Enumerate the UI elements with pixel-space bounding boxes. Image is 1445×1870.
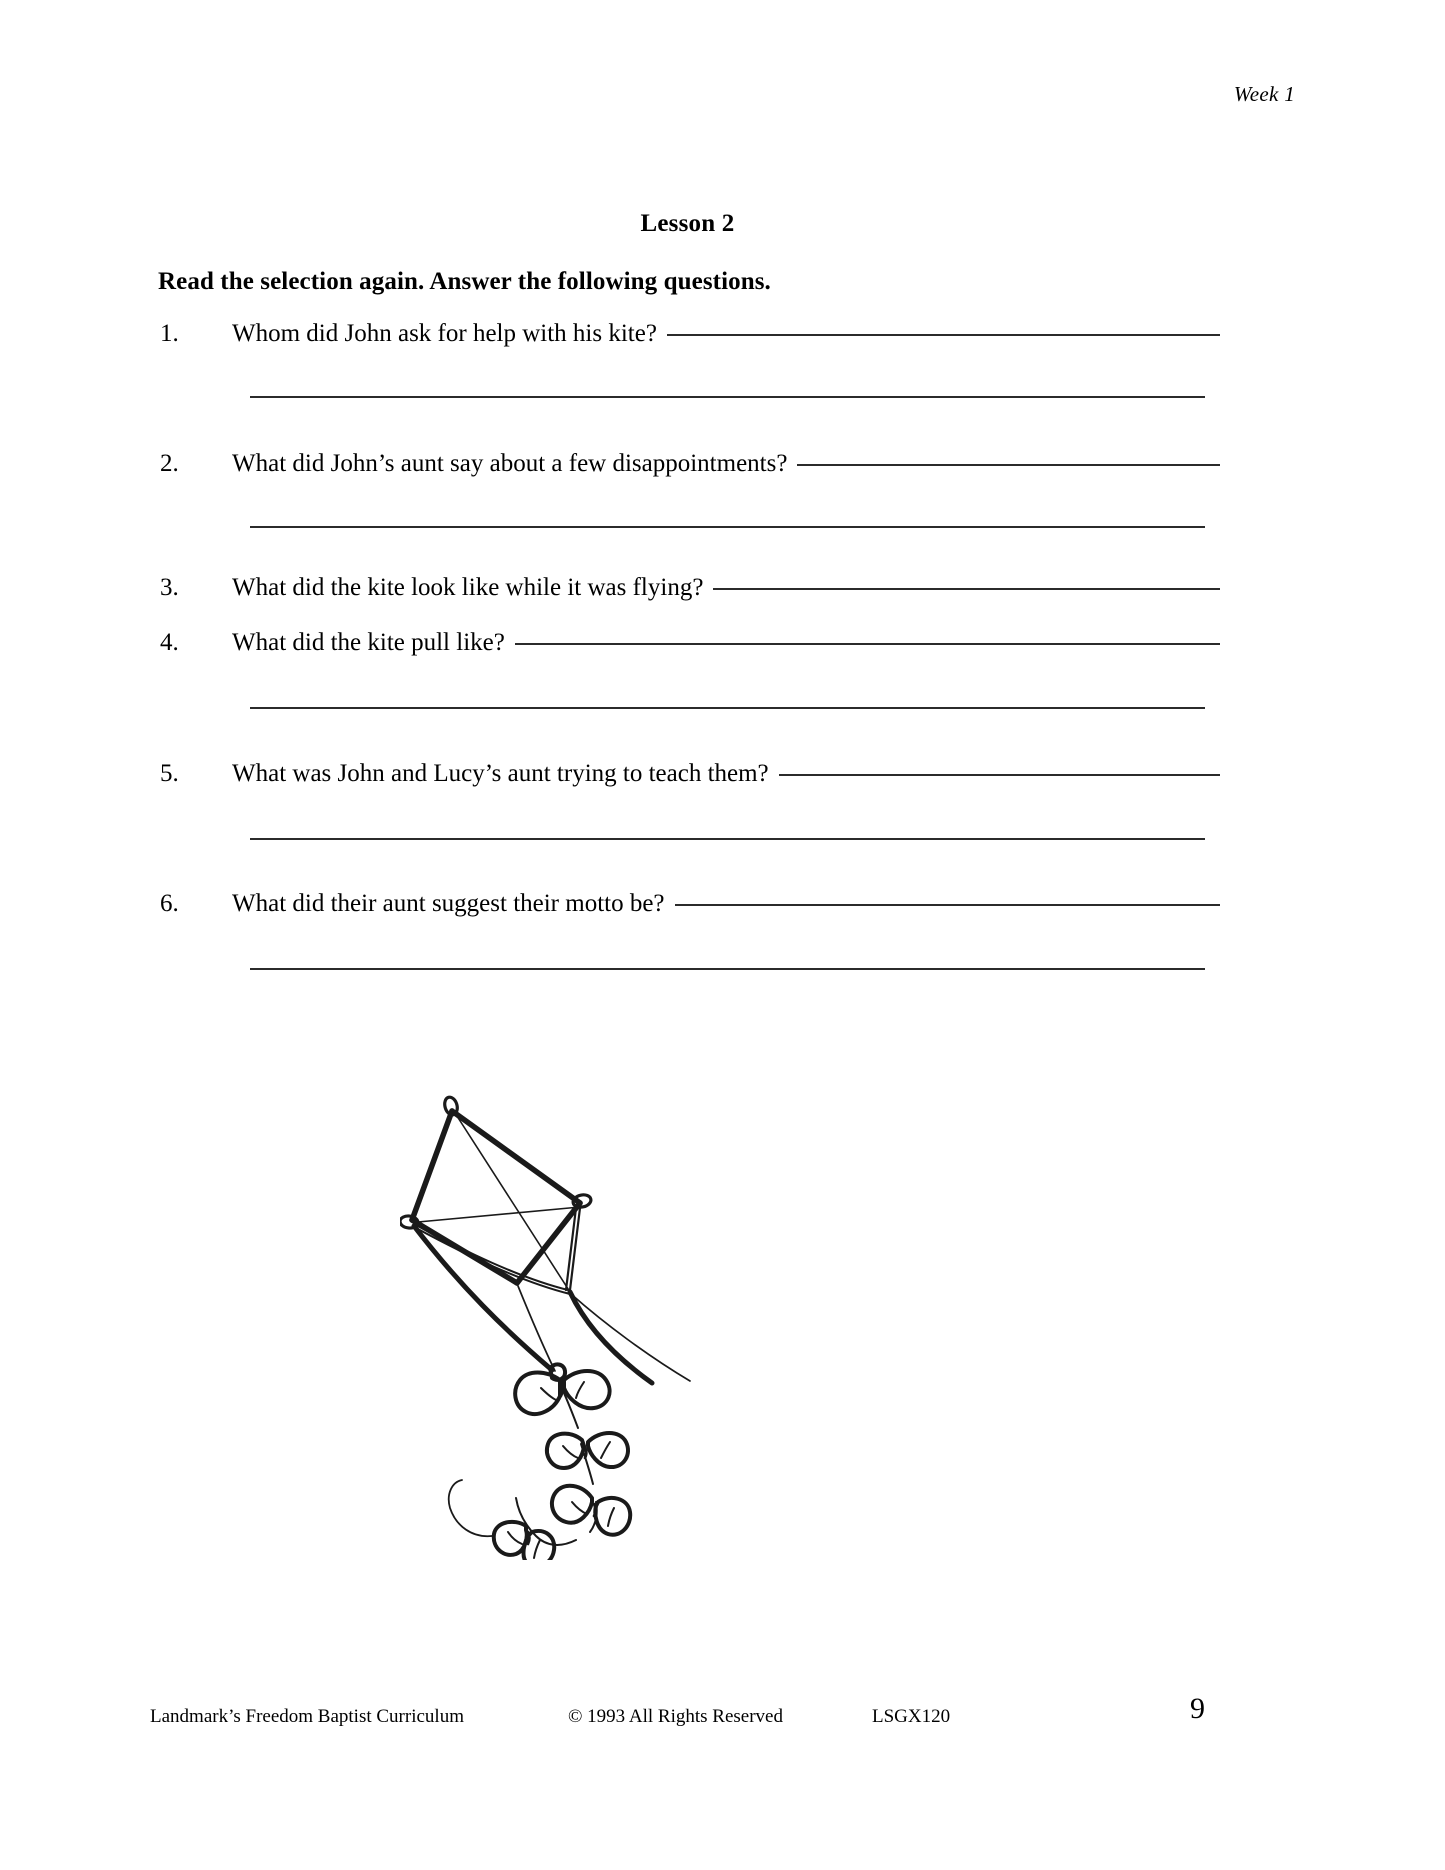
answer-line-5b[interactable]: [250, 838, 1205, 840]
page-title-text: Lesson 2: [640, 210, 735, 237]
answer-line-2b[interactable]: [250, 526, 1205, 528]
answer-line-3a[interactable]: [713, 588, 1220, 590]
kite-tail-bow-4: [494, 1522, 554, 1560]
question-text-3: What did the kite look like while it was flying?: [232, 574, 704, 601]
instruction-text: Read the selection again. Answer the following questions.: [158, 268, 771, 295]
question-text-6: What did their aunt suggest their motto be?: [232, 890, 665, 917]
question-text-4: What did the kite pull like?: [232, 629, 505, 656]
answer-line-4b[interactable]: [250, 707, 1205, 709]
question-item-3: [160, 574, 1220, 602]
question-text-1: Whom did John ask for help with his kite?: [232, 320, 657, 347]
question-number-6: 6.: [160, 890, 179, 917]
kite-illustration: [400, 1040, 760, 1560]
question-number-2: 2.: [160, 450, 179, 477]
question-item-4: [160, 629, 1220, 657]
question-item-2: [160, 450, 1220, 478]
answer-line-6a[interactable]: [675, 904, 1220, 906]
footer-product-code: LSGX120: [872, 1706, 951, 1727]
question-number-5: 5.: [160, 760, 179, 787]
footer-copyright: © 1993 All Rights Reserved: [568, 1706, 783, 1727]
question-text-5: What was John and Lucy’s aunt trying to teach them?: [232, 760, 769, 787]
answer-line-6b[interactable]: [250, 968, 1205, 970]
running-head-week: Week 1: [1233, 82, 1295, 106]
answer-line-5a[interactable]: [779, 774, 1220, 776]
footer-publisher: Landmark’s Freedom Baptist Curriculum: [150, 1706, 464, 1727]
answer-line-2a[interactable]: [797, 464, 1220, 466]
kite-tail-end: [449, 1480, 492, 1536]
question-number-1: 1.: [160, 320, 179, 347]
kite-bridle-lines: [414, 1226, 652, 1383]
question-number-3: 3.: [160, 574, 179, 601]
page-title: [0, 210, 1445, 238]
answer-line-1a[interactable]: [667, 334, 1220, 336]
page-footer: [150, 1692, 1310, 1750]
kite-tail-bow-3: [552, 1486, 630, 1535]
question-item-1: [160, 320, 1220, 348]
question-number-4: 4.: [160, 629, 179, 656]
footer-page-number: 9: [1190, 1692, 1205, 1725]
answer-line-4a[interactable]: [515, 643, 1220, 645]
question-text-2: What did John’s aunt say about a few disappointments?: [232, 450, 788, 477]
question-item-5: [160, 760, 1220, 788]
question-item-6: [160, 890, 1220, 918]
kite-string: [518, 1286, 690, 1381]
answer-line-1b[interactable]: [250, 396, 1205, 398]
